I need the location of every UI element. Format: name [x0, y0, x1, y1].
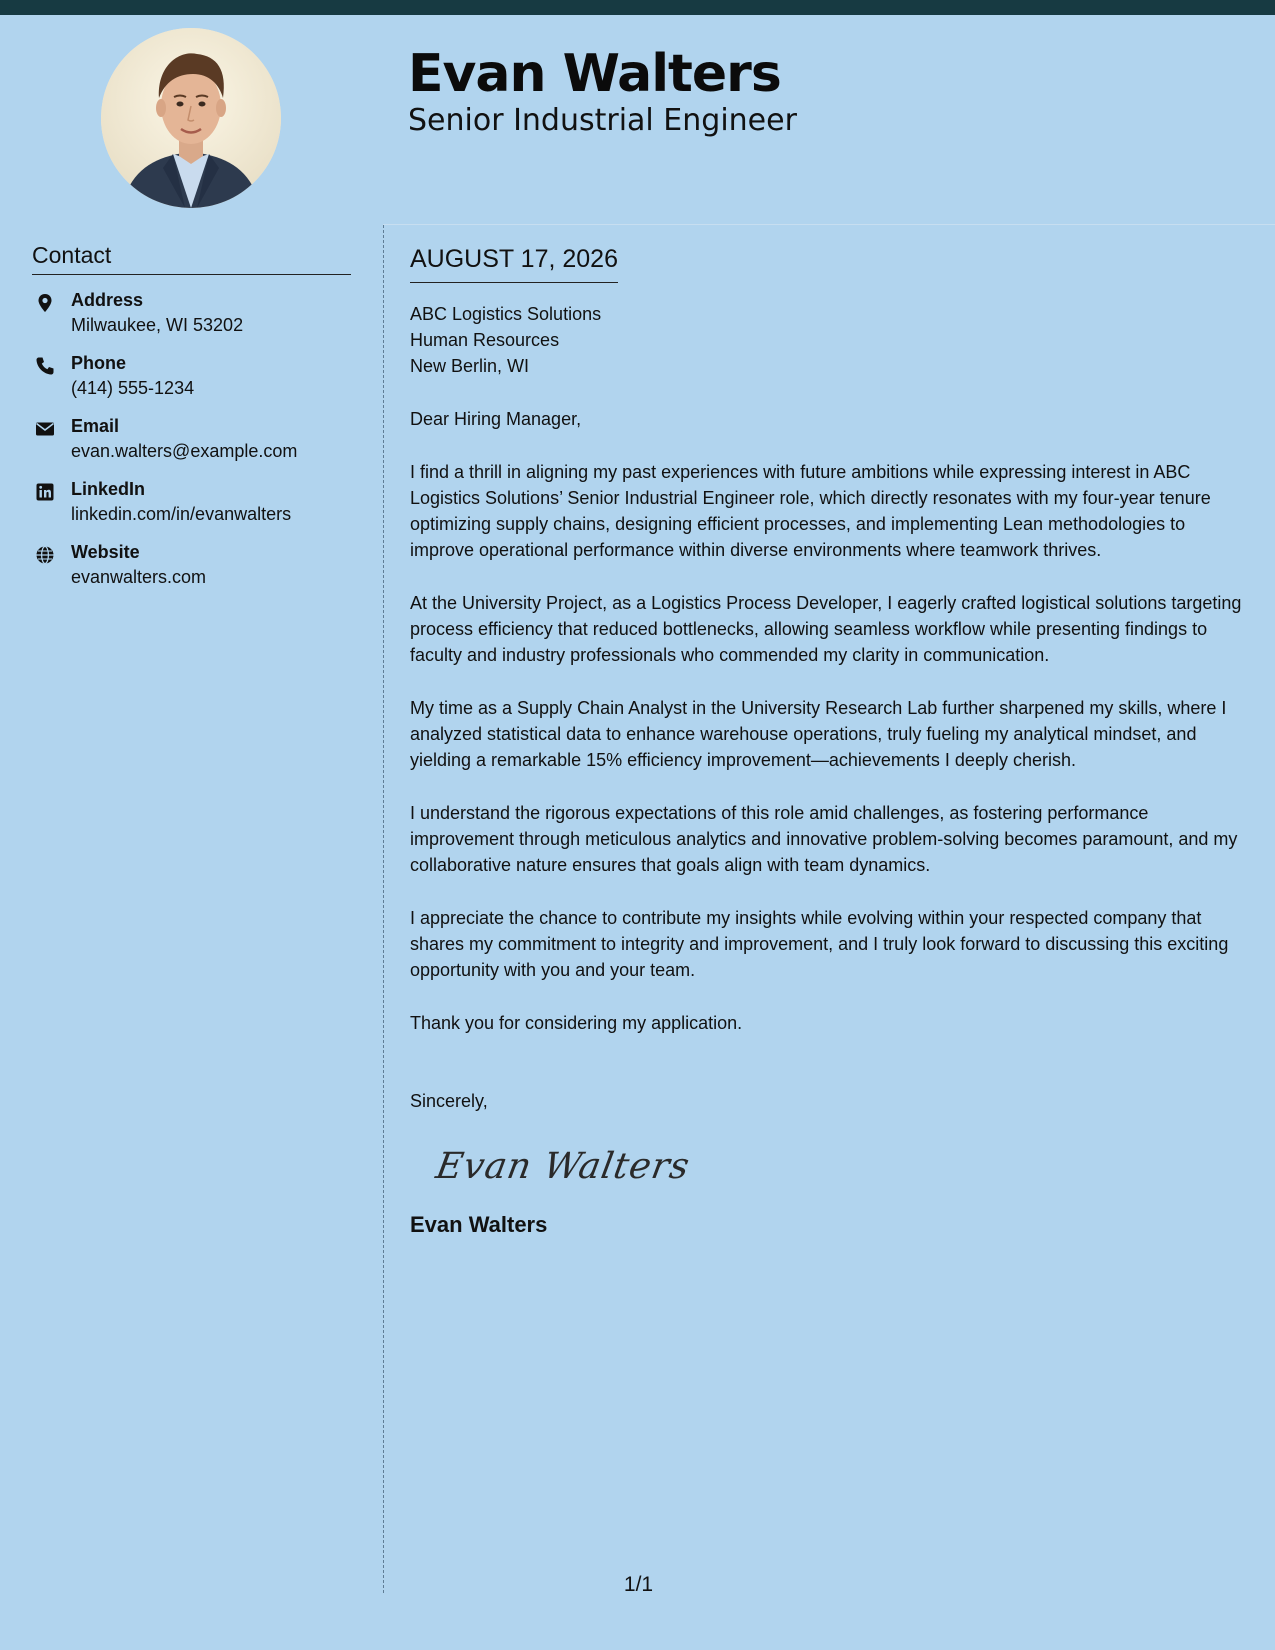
- letter-paragraph: My time as a Supply Chain Analyst in the University Research Lab further sharpened my skills, where I analyzed statistical data to enhance warehouse operations, truly fueling my analytical mindset, and yielding a remarkable 15% efficiency improvement—achievements I deeply cherish.: [410, 698, 1227, 770]
- location-pin-icon: [35, 293, 55, 313]
- contact-item-website: [32, 539, 351, 602]
- phone-icon: [35, 356, 55, 376]
- thank-you-line: Thank you for considering my application.: [410, 1013, 743, 1033]
- page-number: 1/1: [623, 1573, 654, 1596]
- contact-value: evanwalters.com: [71, 567, 207, 587]
- contact-list: [32, 287, 351, 602]
- contact-value: (414) 555-1234: [71, 378, 195, 398]
- applicant-title: Senior Industrial Engineer: [408, 103, 797, 138]
- contact-heading: Contact: [32, 238, 351, 275]
- closing: Sincerely,: [410, 1091, 488, 1111]
- contact-label: Address: [71, 290, 144, 310]
- contact-value: Milwaukee, WI 53202: [71, 315, 244, 335]
- contact-item-address: [32, 287, 351, 350]
- recipient-block: [410, 301, 1252, 379]
- contact-sidebar: [32, 238, 351, 602]
- header-divider: [383, 224, 1275, 225]
- column-divider: [383, 225, 384, 1593]
- salutation: Dear Hiring Manager,: [410, 409, 582, 429]
- profile-photo: [101, 28, 281, 208]
- handwritten-signature: Evan Walters: [432, 1146, 694, 1187]
- globe-icon: [35, 545, 55, 565]
- signer-name: Evan Walters: [410, 1212, 548, 1237]
- contact-value: evan.walters@example.com: [71, 441, 298, 461]
- recipient-location: New Berlin, WI: [410, 356, 530, 376]
- contact-label: Email: [71, 416, 120, 436]
- contact-item-linkedin: [32, 476, 351, 539]
- applicant-name: Evan Walters: [408, 44, 781, 104]
- top-accent-bar: [0, 0, 1275, 15]
- cover-letter-body: [410, 240, 1252, 1240]
- contact-item-phone: [32, 350, 351, 413]
- envelope-icon: [35, 419, 55, 439]
- linkedin-icon: [35, 482, 55, 502]
- contact-label: Website: [71, 542, 140, 562]
- letter-date: AUGUST 17, 2026: [410, 240, 618, 283]
- recipient-department: Human Resources: [410, 330, 560, 350]
- letter-paragraph: I understand the rigorous expectations of this role amid challenges, as fostering performance improvement through meticulous analytics and innovative problem-solving becomes paramount, and my collaborative nature ensures that goals align with team dynamics.: [410, 803, 1238, 875]
- letter-paragraph: I appreciate the chance to contribute my insights while evolving within your respected company that shares my commitment to integrity and improvement, and I truly look forward to discussing this exciting opportunity with you and your team.: [410, 908, 1229, 980]
- letter-paragraph: At the University Project, as a Logistics Process Developer, I eagerly crafted logistical solutions targeting process efficiency that reduced bottlenecks, allowing seamless workflow while presenting findings to faculty and industry professionals who commended my clarity in communication.: [410, 593, 1242, 665]
- letter-paragraph: I find a thrill in aligning my past experiences with future ambitions while expressing interest in ABC Logistics Solutions’ Senior Industrial Engineer role, which directly resonates with my four-year tenure optimizing supply chains, designing efficient processes, and implementing Lean methodologies to improve operational performance within diverse environments where teamwork thrives.: [410, 462, 1211, 560]
- contact-label: LinkedIn: [71, 479, 146, 499]
- contact-value: linkedin.com/in/evanwalters: [71, 504, 292, 524]
- contact-item-email: [32, 413, 351, 476]
- contact-label: Phone: [71, 353, 127, 373]
- recipient-company: ABC Logistics Solutions: [410, 304, 602, 324]
